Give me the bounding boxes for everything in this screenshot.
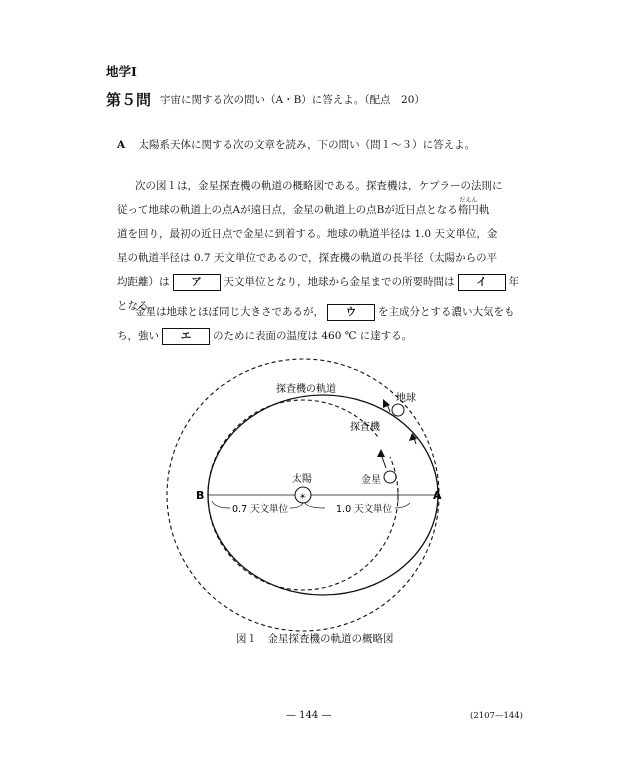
earth-icon xyxy=(392,404,404,416)
page-number: — 144 — xyxy=(286,710,332,721)
figure-caption: 図１ 金星探査機の軌道の概略図 xyxy=(236,633,394,645)
ruby-base: 楕円 xyxy=(457,204,479,216)
para1-line3: 道を回り，最初の近日点で金星に到着する。地球の軌道半径は 1.0 天文単位，金 xyxy=(117,228,498,240)
question-number: 第５問 xyxy=(106,91,152,109)
subject-title: 地学Ⅰ xyxy=(106,64,137,79)
probe-label: 探査機 xyxy=(350,422,380,433)
point-b-label: B xyxy=(196,489,205,502)
para1-line4: 星の軌道半径は 0.7 天文単位であるので，探査機の軌道の長半径（太陽からの平 xyxy=(117,252,498,264)
venus-label: 金星 xyxy=(361,475,381,486)
venus-arrow-head xyxy=(377,449,385,457)
para2-line2-b: のために表面の温度は 460 ℃ に達する。 xyxy=(213,330,413,342)
brace-left-end xyxy=(290,503,303,508)
para2-line2-a: ち，強い xyxy=(117,330,159,342)
brace-right-start xyxy=(305,503,325,508)
para1-line1: 次の図１は，金星探査機の軌道の概略図である。探査機は，ケプラーの法則に xyxy=(135,180,503,192)
para1-line5-b: 天文単位となり，地球から金星までの所要時間は xyxy=(223,276,455,288)
para1-line2-text: 従って地球の軌道上の点Aが遠日点，金星の軌道上の点Bが近日点となる xyxy=(117,204,458,216)
page-code: (2107—144) xyxy=(470,711,523,721)
blank-i: イ xyxy=(458,274,506,291)
para2-line1-a: 金星は地球とほぼ同じ大きさであるが， xyxy=(135,306,324,318)
venus-distance-label: 0.7 天文単位 xyxy=(232,504,289,515)
part-a-instruction: 太陽系天体に関する次の文章を読み，下の問い（問１～３）に答えよ。 xyxy=(138,139,476,151)
para1-line6: となる。 xyxy=(117,300,159,312)
sun-label: 太陽 xyxy=(292,474,312,485)
blank-u: ウ xyxy=(327,304,375,321)
blank-a: ア xyxy=(173,274,221,291)
point-a-label: A xyxy=(433,489,442,502)
part-a-label: A xyxy=(117,139,126,151)
para2-line1-b: を主成分とする濃い大気をも xyxy=(378,306,515,318)
para1-line5-a: 均距離）は xyxy=(117,276,170,288)
question-text: 宇宙に関する次の問い（A・B）に答えよ。（配点 20） xyxy=(160,94,425,106)
earth-arrow-head xyxy=(409,433,417,441)
brace-left-start xyxy=(212,501,230,508)
para1-line2-end: 軌 xyxy=(478,204,490,216)
sun-glyph: ☀ xyxy=(299,492,307,501)
para1-line5-c: 年 xyxy=(508,276,519,288)
earth-label: 地球 xyxy=(396,393,416,404)
probe-orbit-label: 探査機の軌道 xyxy=(276,384,336,395)
blank-e: エ xyxy=(162,328,210,345)
earth-distance-label: 1.0 天文単位 xyxy=(336,504,393,515)
ruby-reading: だえん xyxy=(459,197,478,204)
probe-arrow-head xyxy=(383,399,390,408)
venus-icon xyxy=(384,471,396,483)
